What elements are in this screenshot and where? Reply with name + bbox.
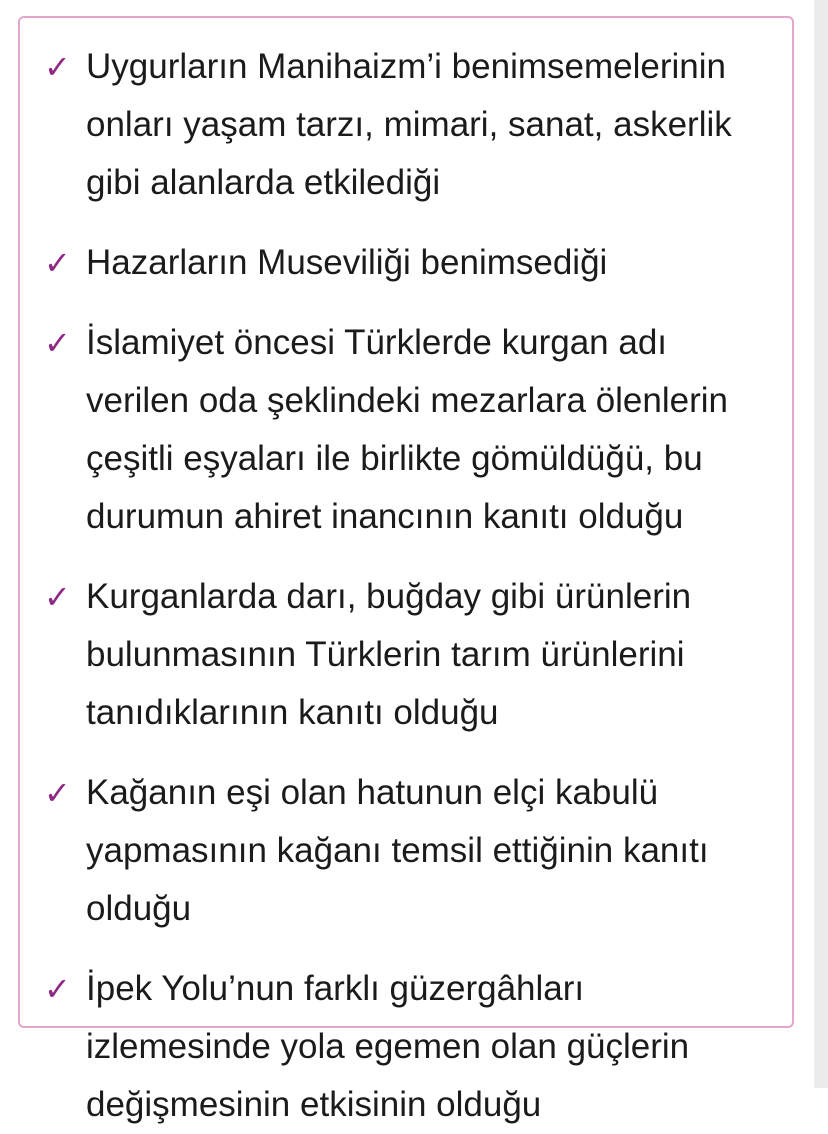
checklist-card	[18, 16, 794, 1124]
list-item	[34, 960, 772, 1134]
scrollbar-track	[814, 0, 828, 1088]
list-item	[34, 38, 772, 212]
checklist	[34, 38, 772, 1134]
check-mark-icon: ✓	[44, 324, 71, 362]
check-mark-icon: ✓	[44, 774, 71, 812]
check-mark-icon: ✓	[44, 578, 71, 616]
list-item-text: Hazarların Museviliği benimsediği	[86, 243, 608, 282]
list-item-text: İpek Yolu’nun farklı güzergâhları izlemesinde yola egemen olan güçlerin değişmesinin etkisinin olduğu	[86, 969, 690, 1124]
list-item	[34, 314, 772, 546]
check-mark-icon: ✓	[44, 48, 71, 86]
check-mark-icon: ✓	[44, 970, 71, 1008]
list-item	[34, 764, 772, 938]
list-item-text: İslamiyet öncesi Türklerde kurgan adı verilen oda şeklindeki mezarlara ölenlerin çeşitli eşyaları ile birlikte gömüldüğü, bu durumun ahiret inancının kanıtı olduğu	[86, 323, 728, 536]
list-item	[34, 568, 772, 742]
list-item-text: Uygurların Manihaizm’i benimsemelerinin onları yaşam tarzı, mimari, sanat, askerlik gibi alanlarda etkilediği	[86, 47, 732, 202]
list-item-text: Kağanın eşi olan hatunun elçi kabulü yapmasının kağanı temsil ettiğinin kanıtı olduğu	[86, 773, 709, 928]
check-mark-icon: ✓	[44, 244, 71, 282]
list-item	[34, 234, 772, 292]
list-item-text: Kurganlarda darı, buğday gibi ürünlerin bulunmasının Türklerin tarım ürünlerini tanıdıklarının kanıtı olduğu	[86, 577, 692, 732]
